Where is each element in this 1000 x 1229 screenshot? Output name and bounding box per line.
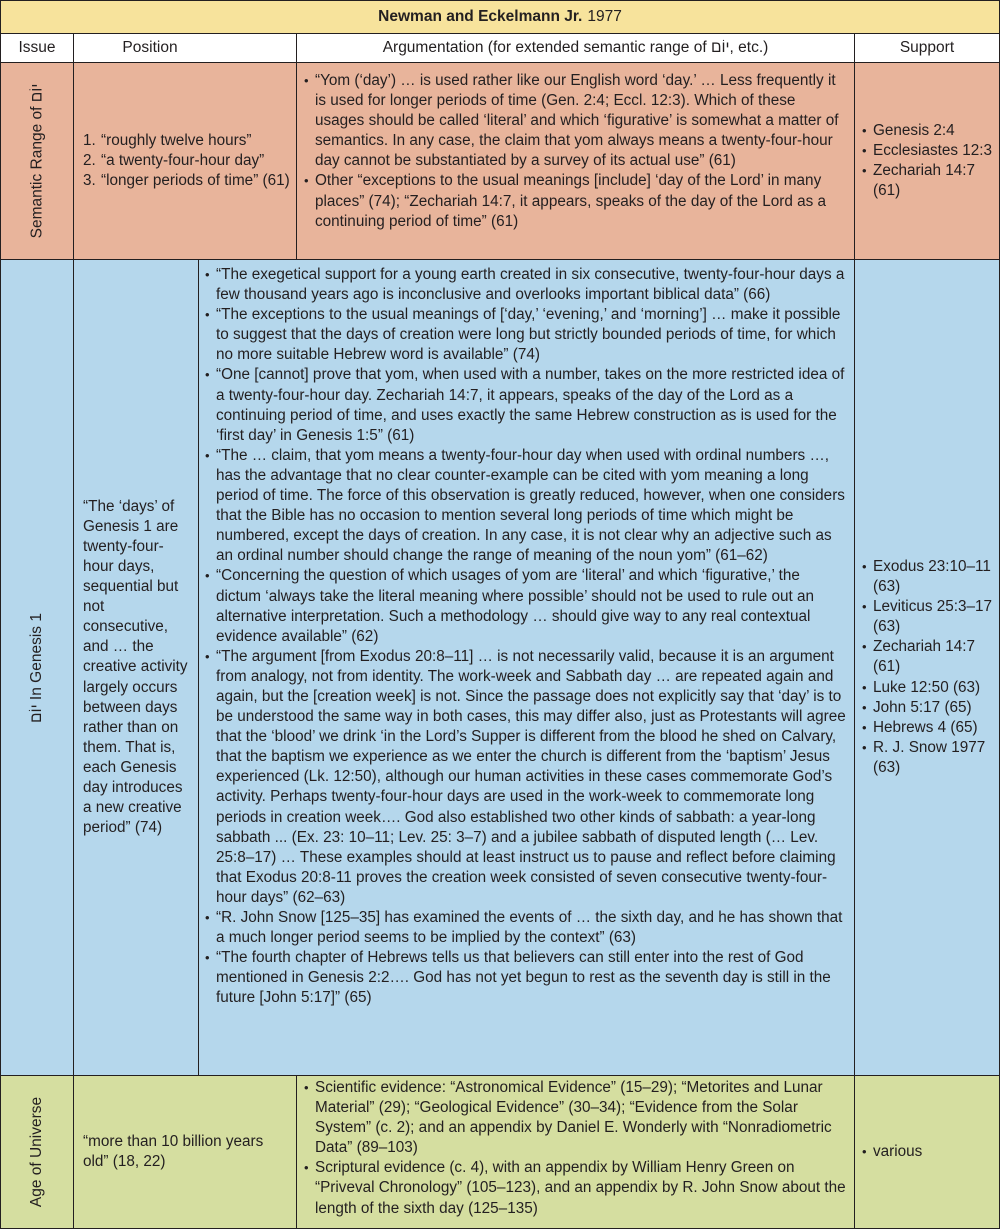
position-genesis-1 — [74, 260, 199, 1076]
header-position — [74, 34, 297, 63]
position-text: “The ‘days’ of Genesis 1 are twenty-four-hour days, sequential but not consecutive, and … the creative activity largely occurs between days rather than on them. That is, each Genesis day introduces a new creative period” (74) — [83, 497, 188, 837]
support-list — [862, 1142, 993, 1162]
title-authors: Newman and Eckelmann Jr. — [378, 8, 583, 25]
support-item: • John 5:17 (65) — [862, 698, 993, 718]
issue-semantic-range — [1, 63, 74, 260]
position-item: 2. “a twenty-four-hour day” — [83, 151, 265, 169]
support-item: • R. J. Snow 1977 (63) — [862, 738, 993, 778]
header-issue-label: Issue — [18, 39, 56, 56]
argument-item: • Scientific evidence: “Astronomical Evidence” (15–29); “Metorites and Lunar Material” (29); “Geological Evidence” (30–34); “Evidence from the Solar System” (c. 2); and an appendix by Daniel E. Wonderly with “Nonradiometric Data” (89–103) — [304, 1078, 846, 1158]
support-list — [862, 557, 993, 778]
table-title — [1, 1, 999, 34]
argument-item: • “Concerning the question of which usages of yom are ‘literal’ and which ‘figurative,’ the dictum ‘always take the literal meaning where possible’ should not be used to rule out an alternative interpretation. Such a methodology … should give way to any real contextual evidence available” (62) — [205, 566, 846, 646]
position-item: 1. “roughly twelve hours” — [83, 131, 252, 149]
issue-genesis-1 — [1, 260, 74, 1076]
support-item: • Genesis 2:4 — [862, 121, 993, 141]
argument-item: • “R. John Snow [125–35] has examined the events of … the sixth day, and he has shown that a much longer period seems to be implied by the context” (63) — [205, 908, 846, 948]
support-item: • Leviticus 25:3–17 (63) — [862, 597, 993, 637]
position-age-of-universe — [74, 1076, 297, 1228]
header-argumentation-label: Argumentation (for extended semantic range of יוֹם, etc.) — [382, 39, 769, 56]
argument-item: • Scriptural evidence (c. 4), with an appendix by William Henry Green on “Priveval Chronology” (105–123), and an appendix by R. John Snow about the length of the sixth day (125–135) — [304, 1158, 846, 1218]
support-item: • Zechariah 14:7 (61) — [862, 637, 993, 677]
argument-item: • “The exceptions to the usual meanings of [‘day,’ ‘evening,’ and ‘morning’] … make it possible to suggest that the days of creation were long but strictly bounded periods of time, for which no more suitable Hebrew word is available” (74) — [205, 305, 846, 365]
argumentation-list — [205, 265, 846, 1008]
position-semantic-range — [74, 63, 297, 260]
issue-genesis-1-label: יוֹם In Genesis 1 — [28, 612, 45, 723]
argument-item: • “The … claim, that yom means a twenty-four-hour day when used with ordinal numbers …, has the advantage that no clear counter-example can be cited with yom meaning a long period of time. The force of this observation is greatly reduced, however, when one considers that the Bible has no occasion to mention several long periods of time which might be numbered, except the days of creation. In any case, it is not clear why an adjective such as an ordinal number should change the range of meaning of the noun yom” (61–62) — [205, 446, 846, 567]
issue-age-of-universe — [1, 1076, 74, 1228]
argument-item: • “The fourth chapter of Hebrews tells us that believers can still enter into the rest of God mentioned in Genesis 2:2…. God has not yet begun to rest as the seventh day is still in the future [John 5:17]” (65) — [205, 948, 846, 1008]
argumentation-list — [304, 71, 846, 232]
support-item: • Hebrews 4 (65) — [862, 718, 993, 738]
argument-item: • “One [cannot] prove that yom, when used with a number, takes on the more restricted idea of a twenty-four-hour day. Zechariah 14:7, it appears, speaks of the day of the Lord as a continuing period of time, and uses exactly the same Hebrew construction as is used for the ‘first day’ in Genesis 1:5” (61) — [205, 365, 846, 445]
argument-item: • Other “exceptions to the usual meanings [include] ‘day of the Lord’ in many places” (74); “Zechariah 14:7, it appears, speaks of the day of the Lord as a continuing period of time” (61) — [304, 171, 846, 231]
title-year: 1977 — [587, 8, 622, 25]
argument-item: • “The exegetical support for a young earth created in six consecutive, twenty-four-hour days a few thousand years ago is inconclusive and overlooks important biblical data” (66) — [205, 265, 846, 305]
support-item: • Ecclesiastes 12:3 — [862, 141, 993, 161]
argumentation-semantic-range — [297, 63, 855, 260]
issue-age-of-universe-label: Age of Universe — [28, 1096, 45, 1208]
header-support — [855, 34, 999, 63]
position-list — [83, 131, 290, 191]
argumentation-age-of-universe — [297, 1076, 855, 1228]
header-position-label: Position — [122, 39, 178, 56]
issue-semantic-range-label: Semantic Range of יוֹם — [28, 83, 45, 239]
support-age-of-universe — [855, 1076, 999, 1228]
support-item: • various — [862, 1142, 993, 1162]
support-semantic-range — [855, 63, 999, 260]
support-genesis-1 — [855, 260, 999, 1076]
header-argumentation — [297, 34, 855, 63]
position-text: “more than 10 billion years old” (18, 22) — [83, 1132, 264, 1170]
argumentation-genesis-1 — [199, 260, 855, 1076]
support-item: • Exodus 23:10–11 (63) — [862, 557, 993, 597]
argument-item: • “The argument [from Exodus 20:8–11] … is not necessarily valid, because it is an argument from analogy, not from identity. The work-week and Sabbath day … are repeated again and again, but the [creation week] is not. Since the passage does not explicitly say that ‘day’ is to be understood the same way in both cases, this may differ also, just as Protestants will agree that the ‘blood’ we drink ‘in the Lord’s Supper is different from the blood he shed on Calvary, that the baptism we experience as we enter the church is different from the ‘baptism’ Jesus experienced (Lk. 12:50), although our human activities in these cases commemorate God’s activity. Perhaps twenty-four-hour days are used in the work-week to commemorate long periods in creation week…. God also established two other kinds of sabbath: a year-long sabbath ... (Ex. 23: 10–11; Lev. 25: 3–7) and a jubilee sabbath of disputed length (… Lev. 25:8–17) … These examples should at least instruct us to pause and reflect before claiming that Exodus 20:8-11 proves the creation week consisted of seven consecutive twenty-four-hour days” (62–63) — [205, 647, 846, 908]
header-support-label: Support — [899, 39, 955, 56]
support-item: • Luke 12:50 (63) — [862, 678, 993, 698]
argumentation-list — [304, 1078, 846, 1219]
argument-item: • “Yom (‘day’) … is used rather like our English word ‘day.’ … Less frequently it is used for longer periods of time (Gen. 2:4; Eccl. 12:3). Which of these usages should be called ‘literal’ and which ‘figurative’ is somewhat a matter of semantics. In any case, the claim that yom always means a twenty-four-hour day cannot be substantiated by a survey of its actual use” (61) — [304, 71, 846, 171]
support-item: • Zechariah 14:7 (61) — [862, 161, 993, 201]
header-issue — [1, 34, 74, 63]
position-item: 3. “longer periods of time” (61) — [83, 172, 290, 190]
support-list — [862, 121, 993, 201]
